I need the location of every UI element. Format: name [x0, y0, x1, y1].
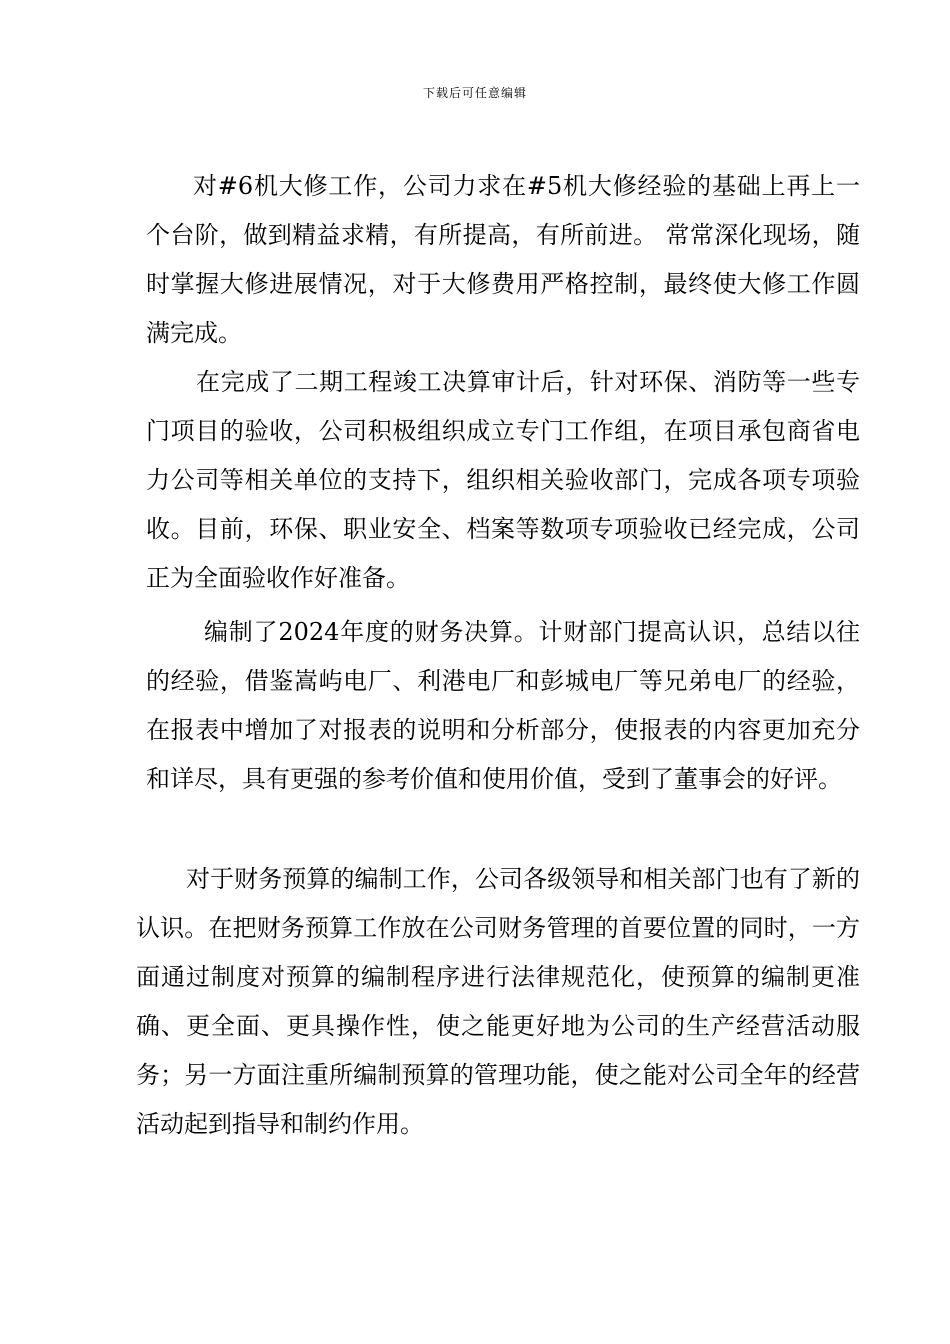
paragraph-acceptance: 在完成了二期工程竣工决算审计后，针对环保、消防等一些专门项目的验收，公司积极组织成立专门工作组，在项目承包商省电力公司等相关单位的支持下，组织相关验收部门，完成各项专项验收。目前，环保、职业安全、档案等数项专项验收已经完成，公司正为全面验收作好准备。 — [146, 368, 860, 592]
paragraph-overhaul: 对#6机大修工作，公司力求在#5机大修经验的基础上再上一个台阶，做到精益求精，有所提高，有所前进。 常常深化现场，随时掌握大修进展情况，对于大修费用严格控制，最终使大修工作圆满完成。 — [146, 172, 860, 347]
paragraph-budget: 对于财务预算的编制工作，公司各级领导和相关部门也有了新的认识。在把财务预算工作放在公司财务管理的首要位置的同时，一方面通过制度对预算的编制程序进行法律规范化，使预算的编制更准确、更全面、更具操作性，使之能更好地为公司的生产经营活动服务；另一方面注重所编制预算的管理功能，使之能对公司全年的经营活动起到指导和制约作用。 — [136, 865, 860, 1138]
paragraph-financial-statements: 编制了2024年度的财务决算。计财部门提高认识，总结以往的经验，借鉴嵩屿电厂、利港电厂和彭城电厂等兄弟电厂的经验，在报表中增加了对报表的说明和分析部分，使报表的内容更加充分和详尽，具有更强的参考价值和使用价值，受到了董事会的好评。 — [146, 618, 860, 793]
page-header: 下载后可任意编辑 — [422, 86, 527, 100]
